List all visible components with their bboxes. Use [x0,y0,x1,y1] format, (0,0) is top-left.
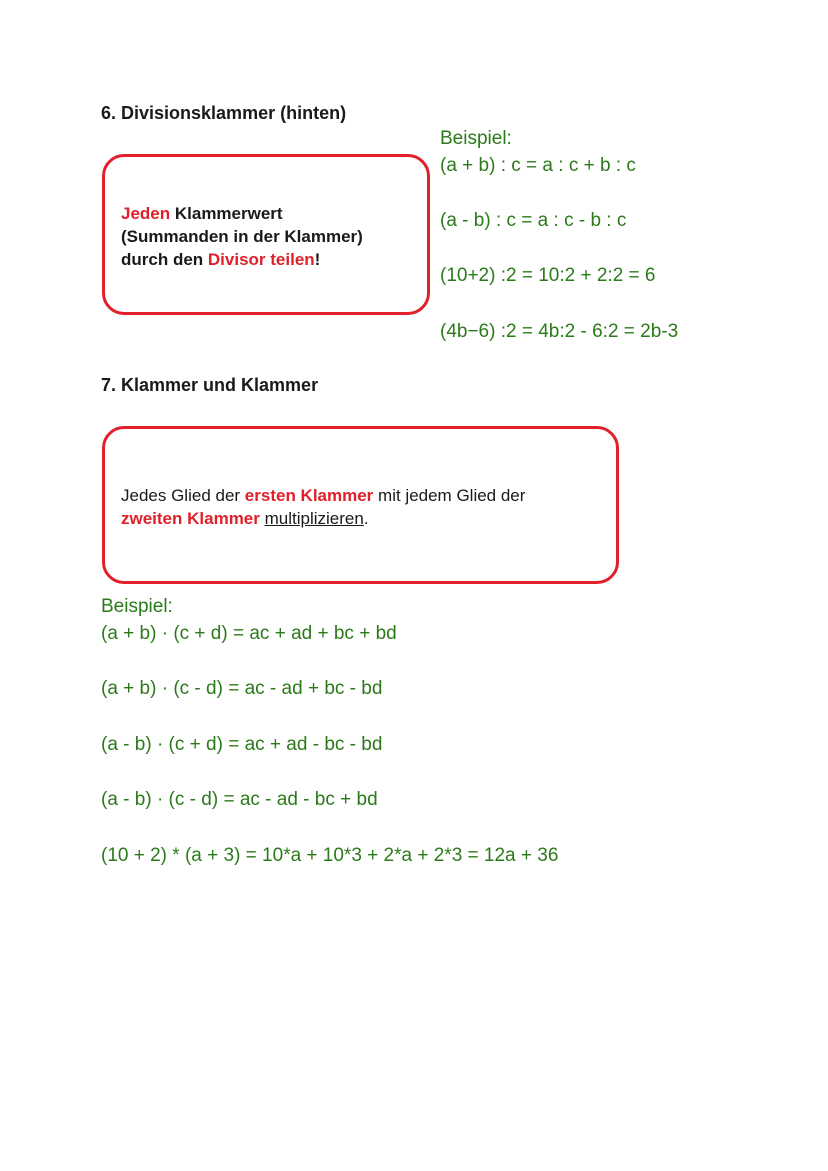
section-6-title: 6. Divisionsklammer (hinten) [101,103,347,123]
rule-text-period: . [363,509,369,528]
rule-word-klammerwert: Klammerwert [170,204,283,223]
example-6-4: (4b−6) :2 = 4b:2 - 6:2 = 2b-3 [440,321,679,342]
rule-word-divisor-teilen: Divisor teilen [207,250,315,269]
example-7-1: (a + b) · (c + d) = ac + ad + bc + bd [101,623,397,644]
rule-word-multiplizieren: multiplizieren [264,509,364,528]
example-7-4: (a - b) · (c - d) = ac - ad - bc + bd [101,789,378,810]
example-7-2: (a + b) · (c - d) = ac - ad + bc - bd [101,678,383,699]
example-label-6: Beispiel: [440,128,512,149]
example-6-2: (a - b) : c = a : c - b : c [440,210,627,231]
example-6-3: (10+2) :2 = 10:2 + 2:2 = 6 [440,265,656,286]
rule-word-erste-klammer: ersten Klammer [244,486,374,505]
rule-text-part-2: mit jedem Glied der [373,486,526,505]
rule-word-jeden: Jeden [121,204,171,223]
rule-word-zweite-klammer: zweiten Klammer [121,509,260,528]
rule-exclamation: ! [314,250,321,269]
example-7-5: (10 + 2) * (a + 3) = 10*a + 10*3 + 2*a + 2*3 = 12a + 36 [101,845,559,866]
example-label-7: Beispiel: [101,596,173,617]
rule-text-part-1: Jedes Glied der [121,486,245,505]
rule-word-durch-den: durch den [121,250,208,269]
rule-line-summanden: (Summanden in der Klammer) [121,227,363,246]
rule-text-brackets [121,484,601,530]
example-7-3: (a - b) · (c + d) = ac + ad - bc - bd [101,734,383,755]
rule-text-division [121,202,421,271]
example-6-1: (a + b) : c = a : c + b : c [440,155,636,176]
section-7-title: 7. Klammer und Klammer [101,375,319,395]
